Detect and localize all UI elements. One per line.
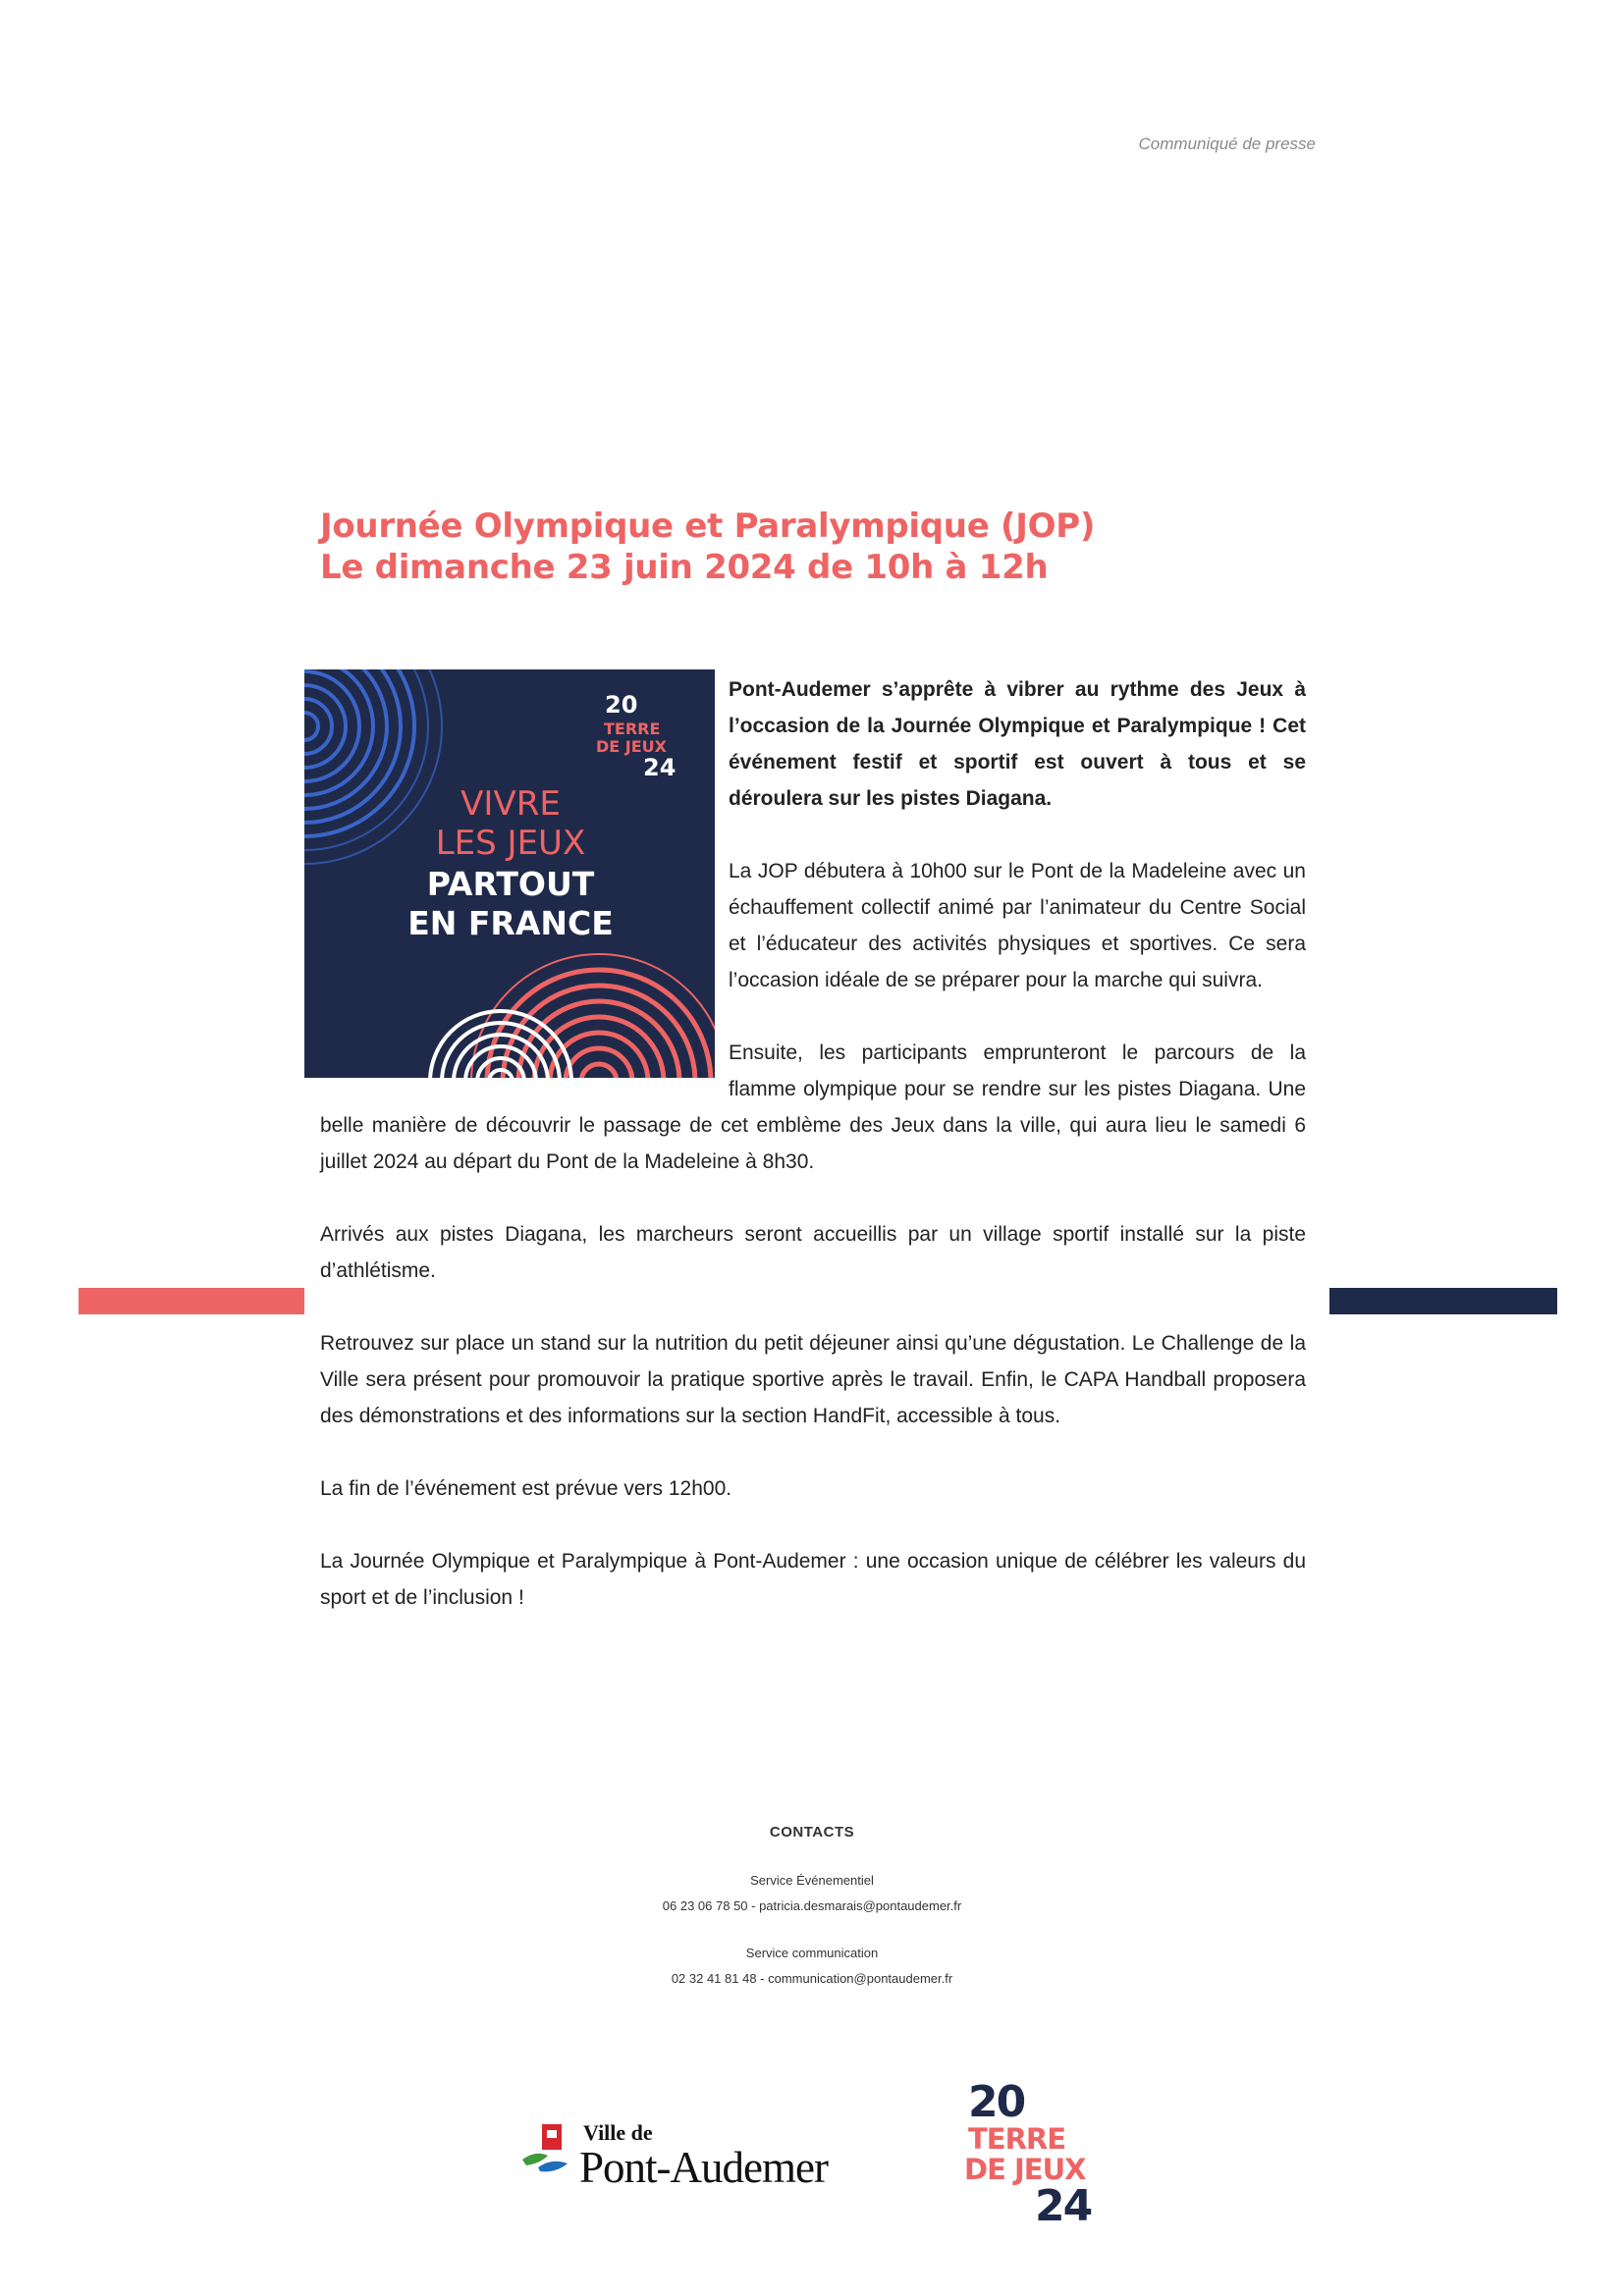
contacts-section [0, 1824, 1624, 2013]
page-subtitle-date: Le dimanche 23 juin 2024 de 10h à 12h [320, 548, 1049, 587]
terre-de-jeux-logo [962, 2077, 1110, 2238]
page-title: Journée Olympique et Paralympique (JOP) [320, 507, 1096, 546]
paragraph-5: La fin de l’événement est prévue vers 12h00. [320, 1477, 732, 1500]
svg-text:20: 20 [605, 691, 638, 719]
poster-graphic [304, 669, 715, 1078]
tdj-logo-dejeux: DE JEUX [964, 2153, 1086, 2186]
svg-text:DE JEUX: DE JEUX [596, 737, 667, 756]
contacts-title: CONTACTS [769, 1824, 855, 1841]
decorative-bar-navy [1329, 1288, 1557, 1314]
paragraph-6: La Journée Olympique et Paralympique à Pont-Audemer : une occasion unique de célébrer les valeurs du sport et de l’inclusion ! [320, 1550, 1306, 1609]
paragraph-3: Arrivés aux pistes Diagana, les marcheurs seront accueillis par un village sportif installé sur la piste d’athlétisme. [320, 1223, 1306, 1282]
ville-emblem-icon [518, 2124, 573, 2175]
poster-line-partout: PARTOUT [426, 865, 595, 903]
contact-service-name: Service Événementiel [750, 1873, 874, 1888]
poster-image [304, 669, 715, 1078]
paragraph-2: Ensuite, les participants emprunteront le parcours de la flamme olympique pour se rendre sur les pistes Diagana. Une belle manière de découvrir le passage de cet emblème des Jeux dans la ville, qui aura lieu le samedi 6 juillet 2024 au départ du Pont de la Madeleine à 8h30. [320, 1041, 1306, 1173]
tdj-logo-24: 24 [1035, 2181, 1092, 2231]
tdj-logo-20: 20 [968, 2077, 1025, 2127]
contact-group-communication [0, 1941, 1624, 1992]
tdj-logo-terre: TERRE [968, 2122, 1066, 2156]
poster-line-en-france: EN FRANCE [407, 904, 614, 942]
article-body [320, 671, 1306, 1652]
contact-details: 06 23 06 78 50 - patricia.desmarais@pontaudemer.fr [662, 1898, 962, 1913]
title-block [320, 506, 1302, 588]
ville-logo-name: Pont-Audemer [579, 2143, 828, 2192]
ville-pont-audemer-logo [518, 2120, 872, 2192]
document-type-label: Communiqué de presse [1138, 134, 1316, 153]
svg-text:TERRE: TERRE [604, 720, 661, 738]
lead-paragraph: Pont-Audemer s’apprête à vibrer au rythme des Jeux à l’occasion de la Journée Olympique et Paralympique ! Cet événement festif et sportif est ouvert à tous et se déroulera sur les pistes Diagana. [729, 678, 1306, 810]
poster-line-vivre: VIVRE [460, 784, 561, 824]
svg-text:24: 24 [643, 754, 677, 781]
contact-service-name: Service communication [745, 1946, 879, 1960]
decorative-bar-red [79, 1288, 304, 1314]
contact-group-events [0, 1868, 1624, 1919]
contact-details: 02 32 41 81 48 - communication@pontaudemer.fr [671, 1971, 953, 1986]
poster-line-les-jeux: LES JEUX [435, 824, 586, 863]
paragraph-4: Retrouvez sur place un stand sur la nutrition du petit déjeuner ainsi qu’une dégustation. Le Challenge de la Ville sera présent pour promouvoir la pratique sportive après le travail. Enfin, le CAPA Handball proposera des démonstrations et des informations sur la section HandFit, accessible à tous. [320, 1332, 1306, 1427]
paragraph-1: La JOP débutera à 10h00 sur le Pont de la Madeleine avec un échauffement collectif animé par l’animateur du Centre Social et l’éducateur des activités physiques et sportives. Ce sera l’occasion idéale de se préparer pour la marche qui suivra. [729, 860, 1306, 991]
ville-logo-prefix: Ville de [583, 2120, 653, 2145]
